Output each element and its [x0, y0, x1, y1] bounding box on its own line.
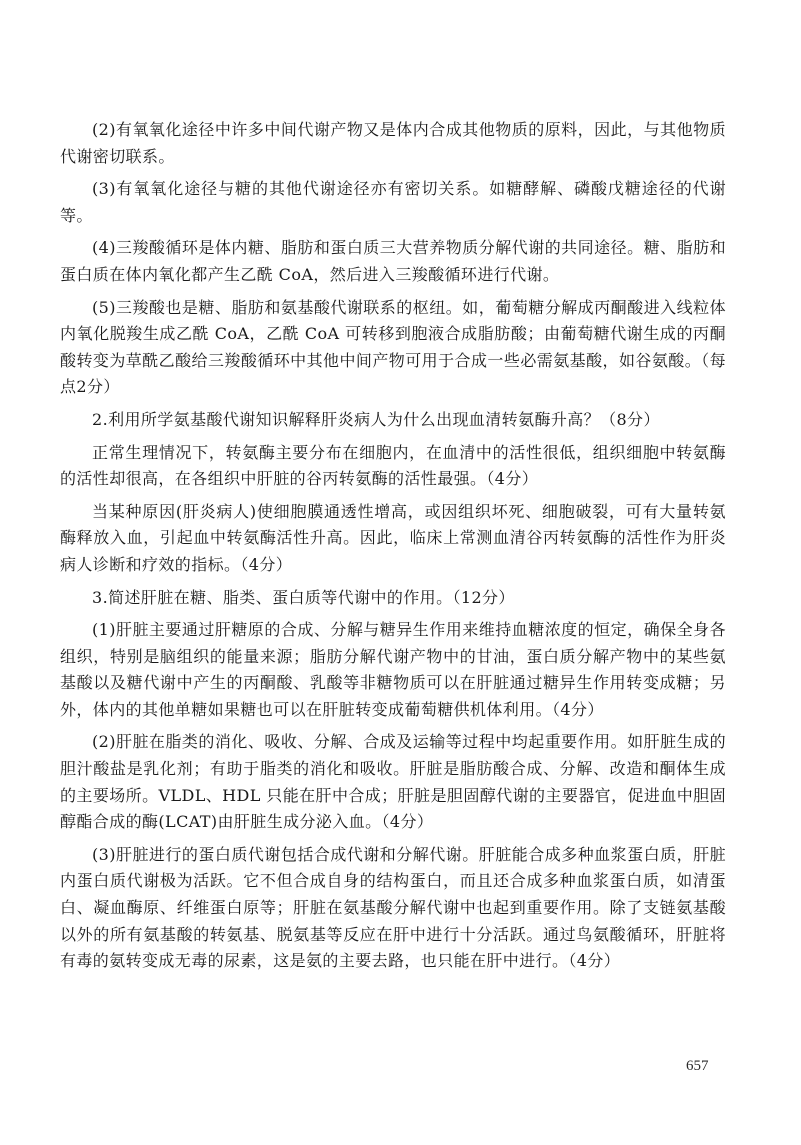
answer-3-sugar-metabolism: (1)肝脏主要通过肝糖原的合成、分解与糖异生作用来维持血糖浓度的恒定，确保全身各组织，特别是脑组织的能量来源；脂肪分解代谢产物中的甘油，蛋白质分解产物中的某些氨基酸以及糖代谢中产生的丙酮酸、乳酸等非糖物质可以在肝脏通过糖异生作用转变成糖；另外，体内的其他单糖如果糖也可以在肝脏转变成葡萄糖供机体利用。（4分） — [60, 620, 726, 719]
answer-3-lipid-metabolism: (2)肝脏在脂类的消化、吸收、分解、合成及运输等过程中均起重要作用。如肝脏生成的胆汁酸盐是乳化剂；有助于脂类的消化和吸收。肝脏是脂肪酸合成、分解、改造和酮体生成的主要场所。VLDL、HDL 只能在肝中合成；肝脏是胆固醇代谢的主要器官，促进血中胆固醇酯合成的酶(LCAT)由肝脏生成分泌入血。（4分） — [60, 732, 726, 832]
page-number: 657 — [686, 1058, 709, 1074]
document-body — [60, 117, 726, 981]
question-3-heading: 3.简述肝脏在糖、脂类、蛋白质等代谢中的作用。（12分） — [92, 587, 515, 607]
answer-2-part-2: 当某种原因(肝炎病人)使细胞膜通透性增高，或因组织坏死、细胞破裂，可有大量转氨酶释放入血，引起血中转氨酶活性升高。因此，临床上常测血清谷丙转氨酶的活性作为肝炎病人诊断和疗效的指标。（4分） — [60, 501, 726, 574]
paragraph-2-metabolic-intermediates: (2)有氧氧化途径中许多中间代谢产物又是体内合成其他物质的原料，因此，与其他物质代谢密切联系。 — [60, 120, 726, 166]
paragraph-5-tca-hub: (5)三羧酸也是糖、脂肪和氨基酸代谢联系的枢纽。如，葡萄糖分解成丙酮酸进入线粒体内氧化脱羧生成乙酰 CoA，乙酰 CoA 可转移到胞液合成脂肪酸；由葡萄糖代谢生成的丙酮酸转变为草酰乙酸给三羧酸循环中其他中间产物可用于合成一些必需氨基酸，如谷氨酸。（每点2分） — [60, 297, 726, 397]
answer-2-part-1: 正常生理情况下，转氨酶主要分布在细胞内，在血清中的活性很低，组织细胞中转氨酶的活性却很高，在各组织中肝脏的谷丙转氨酶的活性最强。（4分） — [60, 442, 726, 489]
paragraph-4-tca-common-pathway: (4)三羧酸循环是体内糖、脂肪和蛋白质三大营养物质分解代谢的共同途径。糖、脂肪和蛋白质在体内氧化都产生乙酰 CoA，然后进入三羧酸循环进行代谢。 — [60, 238, 726, 284]
question-2-heading: 2.利用所学氨基酸代谢知识解释肝炎病人为什么出现血清转氨酶升高？（8分） — [92, 409, 660, 429]
paragraph-3-other-pathways: (3)有氧氧化途径与糖的其他代谢途径亦有密切关系。如糖酵解、磷酸戊糖途径的代谢等。 — [60, 179, 726, 225]
answer-3-protein-metabolism: (3)肝脏进行的蛋白质代谢包括合成代谢和分解代谢。肝脏能合成多种血浆蛋白质，肝脏内蛋白质代谢极为活跃。它不但合成自身的结构蛋白，而且还合成多种血浆蛋白质，如清蛋白、凝血酶原、纤维蛋白原等；肝脏在氨基酸分解代谢中也起到重要作用。除了支链氨基酸以外的所有氨基酸的转氨基、脱氨基等反应在肝中进行十分活跃。通过鸟氨酸循环，肝脏将有毒的氨转变成无毒的尿素，这是氨的主要去路，也只能在肝中进行。（4分） — [60, 844, 726, 971]
